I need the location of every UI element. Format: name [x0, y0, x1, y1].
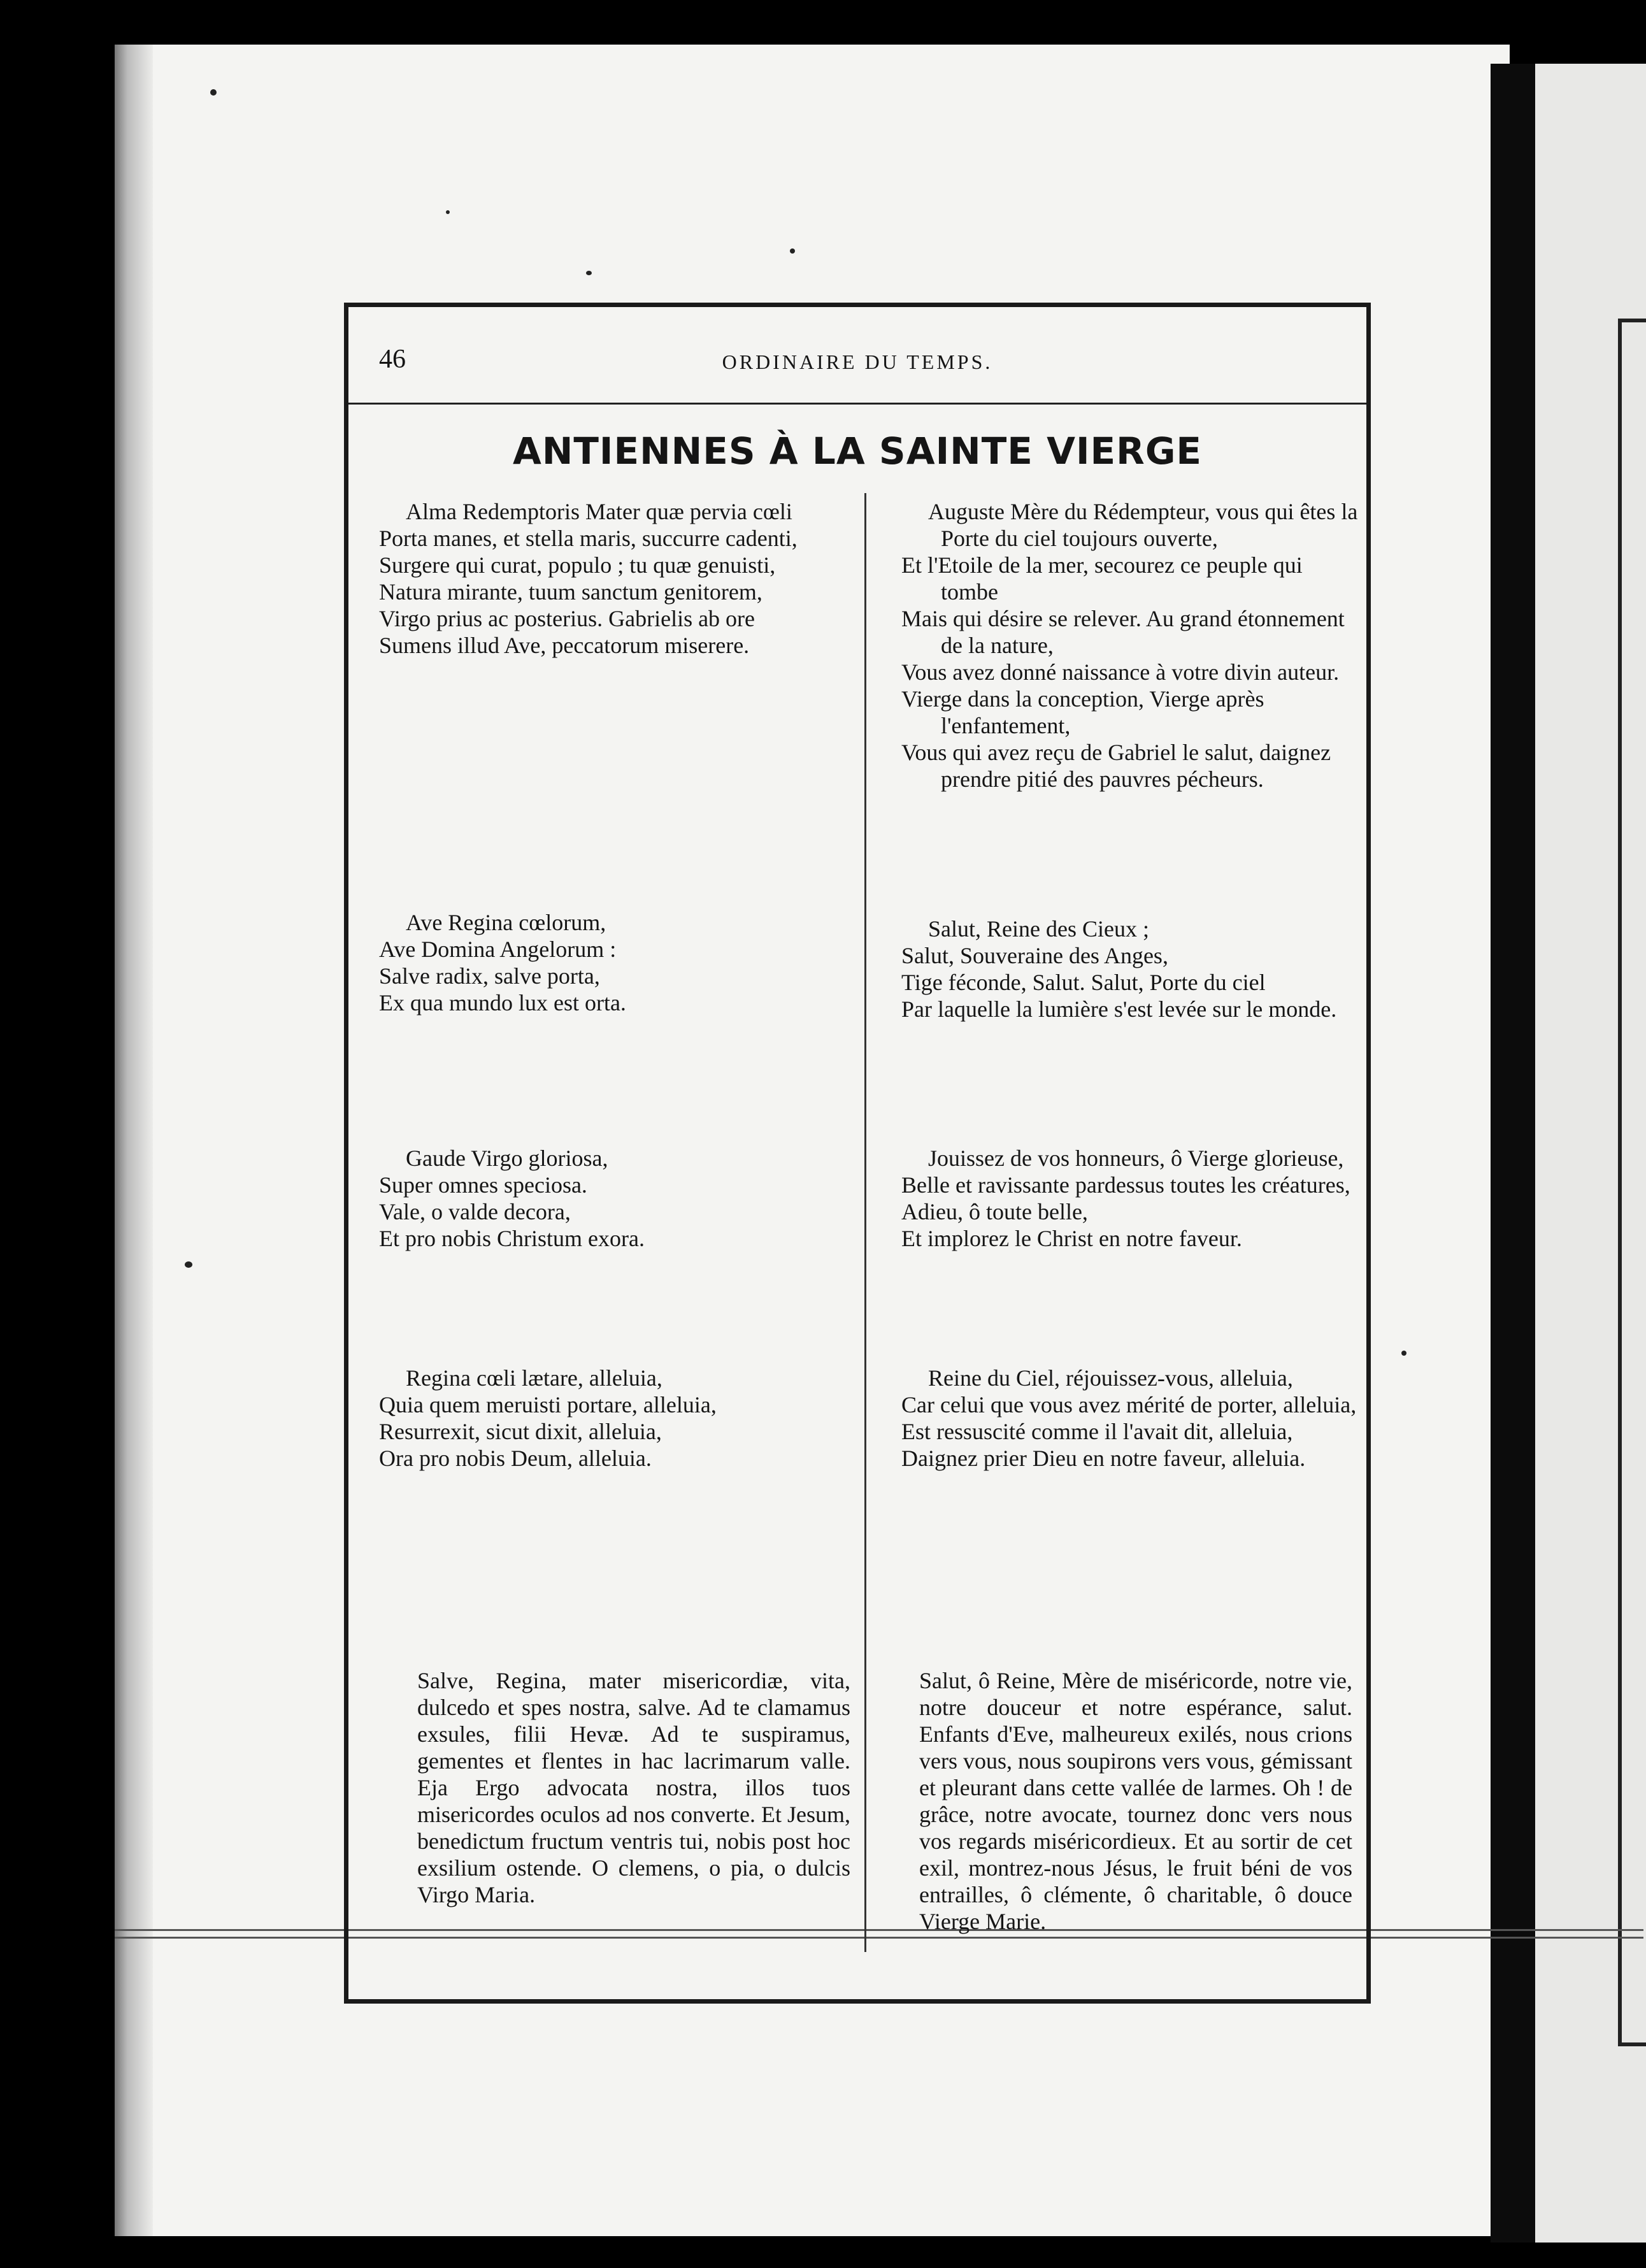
latin-alma-redemptoris — [379, 498, 850, 659]
dust-speck — [586, 271, 592, 275]
verse-line: Car celui que vous avez mérité de porter, alleluia, — [901, 1392, 1357, 1418]
verse-line: Porta manes, et stella maris, succurre cadenti, — [379, 526, 798, 551]
verse-line: Reine du Ciel, réjouissez-vous, alleluia, — [928, 1365, 1293, 1391]
verse-line: Et implorez le Christ en notre faveur. — [901, 1226, 1242, 1251]
facing-page-edge — [1535, 64, 1646, 2243]
dust-speck — [210, 89, 217, 96]
latin-column — [379, 498, 850, 1963]
running-head: ORDINAIRE DU TEMPS. — [722, 350, 993, 373]
verse-line: Adieu, ô toute belle, — [901, 1199, 1088, 1224]
latin-ave-regina — [379, 909, 850, 1016]
latin-salve-regina: Salve, Regina, mater misericordiæ, vita, dulcedo et spes nostra, salve. Ad te clamamus exsules, filii Hevæ. Ad te suspiramus, gementes et flentes in hac lacrimarum valle. Eja Ergo advocata nostra, illos tuos misericordes oculos ad nos converte. Et Jesum, benedictum fructum ventris tui, nobis post hoc exsilium ostende. O clemens, o pia, o dulcis Virgo Maria. — [417, 1668, 850, 1907]
verse-line: Vous qui avez reçu de Gabriel le salut, daignez prendre pitié des pauvres pécheurs. — [901, 740, 1331, 792]
dust-speck — [790, 248, 795, 254]
verse-line: Belle et ravissante pardessus toutes les créatures, — [901, 1172, 1350, 1198]
verse-line: Et l'Etoile de la mer, secourez ce peuple qui tombe — [901, 552, 1303, 605]
french-alma-redemptoris — [901, 498, 1360, 793]
dust-speck — [1401, 1351, 1406, 1356]
header-rule — [348, 403, 1366, 405]
verse-line: Alma Redemptoris Mater quæ pervia cœli — [406, 499, 792, 524]
verse-line: Ex qua mundo lux est orta. — [379, 990, 626, 1016]
dust-speck — [446, 210, 450, 214]
verse-line: Ave Regina cœlorum, — [406, 910, 606, 935]
verse-line: Salve radix, salve porta, — [379, 963, 600, 989]
verse-line: Et pro nobis Christum exora. — [379, 1226, 645, 1251]
verse-line: Super omnes speciosa. — [379, 1172, 587, 1198]
latin-gaude-virgo — [379, 1145, 850, 1252]
page-frame — [344, 303, 1371, 2004]
verse-line: Regina cœli lætare, alleluia, — [406, 1365, 662, 1391]
verse-line: Ora pro nobis Deum, alleluia. — [379, 1446, 652, 1471]
facing-page-frame — [1618, 319, 1646, 2046]
verse-line: Natura mirante, tuum sanctum genitorem, — [379, 579, 762, 605]
verse-line: Salut, Souveraine des Anges, — [901, 943, 1168, 968]
page-binding-edge — [115, 45, 153, 2236]
verse-line: Tige féconde, Salut. Salut, Porte du ciel — [901, 970, 1266, 995]
column-divider — [864, 493, 866, 1952]
page-gutter-shadow — [1491, 64, 1535, 2243]
page-title: ANTIENNES À LA SAINTE VIERGE — [512, 429, 1203, 473]
verse-line: Par laquelle la lumière s'est levée sur le monde. — [901, 996, 1337, 1022]
verse-line: Gaude Virgo gloriosa, — [406, 1145, 608, 1171]
french-gaude-virgo — [901, 1145, 1360, 1252]
verse-line: Est ressuscité comme il l'avait dit, alleluia, — [901, 1419, 1293, 1444]
page-number: 46 — [379, 345, 406, 374]
latin-regina-coeli — [379, 1365, 850, 1472]
verse-line: Vale, o valde decora, — [379, 1199, 571, 1224]
verse-line: Virgo prius ac posterius. Gabrielis ab ore — [379, 606, 755, 631]
verse-line: Surgere qui curat, populo ; tu quæ genuisti, — [379, 552, 776, 578]
verse-line: Jouissez de vos honneurs, ô Vierge glorieuse, — [928, 1145, 1344, 1171]
verse-line: Auguste Mère du Rédempteur, vous qui êtes la Porte du ciel toujours ouverte, — [928, 499, 1358, 551]
french-regina-coeli — [901, 1365, 1360, 1472]
french-salve-regina: Salut, ô Reine, Mère de miséricorde, notre vie, notre douceur et notre espérance, salut. Enfants d'Eve, malheureux exilés, nous crions vers vous, nous soupirons vers vous, gémissant et pleurant dans cette vallée de larmes. Oh ! de grâce, notre avocate, tournez donc vers nous vos regards miséricordieux. Et au sortir de cet exil, montrez-nous Jésus, le fruit béni de vos entrailles, ô clémente, ô charitable, ô douce Vierge Marie. — [919, 1668, 1352, 1934]
verse-line: Daignez prier Dieu en notre faveur, alleluia. — [901, 1446, 1306, 1471]
verse-line: Sumens illud Ave, peccatorum miserere. — [379, 633, 750, 658]
verse-line: Ave Domina Angelorum : — [379, 937, 617, 962]
verse-line: Resurrexit, sicut dixit, alleluia, — [379, 1419, 662, 1444]
verse-line: Vierge dans la conception, Vierge après l'enfantement, — [901, 686, 1264, 738]
verse-line: Quia quem meruisti portare, alleluia, — [379, 1392, 717, 1418]
verse-line: Salut, Reine des Cieux ; — [928, 916, 1149, 942]
french-ave-regina — [901, 915, 1360, 1023]
dust-speck — [185, 1261, 192, 1268]
verse-line: Vous avez donné naissance à votre divin auteur. — [901, 659, 1340, 685]
verse-line: Mais qui désire se relever. Au grand étonnement de la nature, — [901, 606, 1345, 658]
french-column — [901, 498, 1360, 1963]
